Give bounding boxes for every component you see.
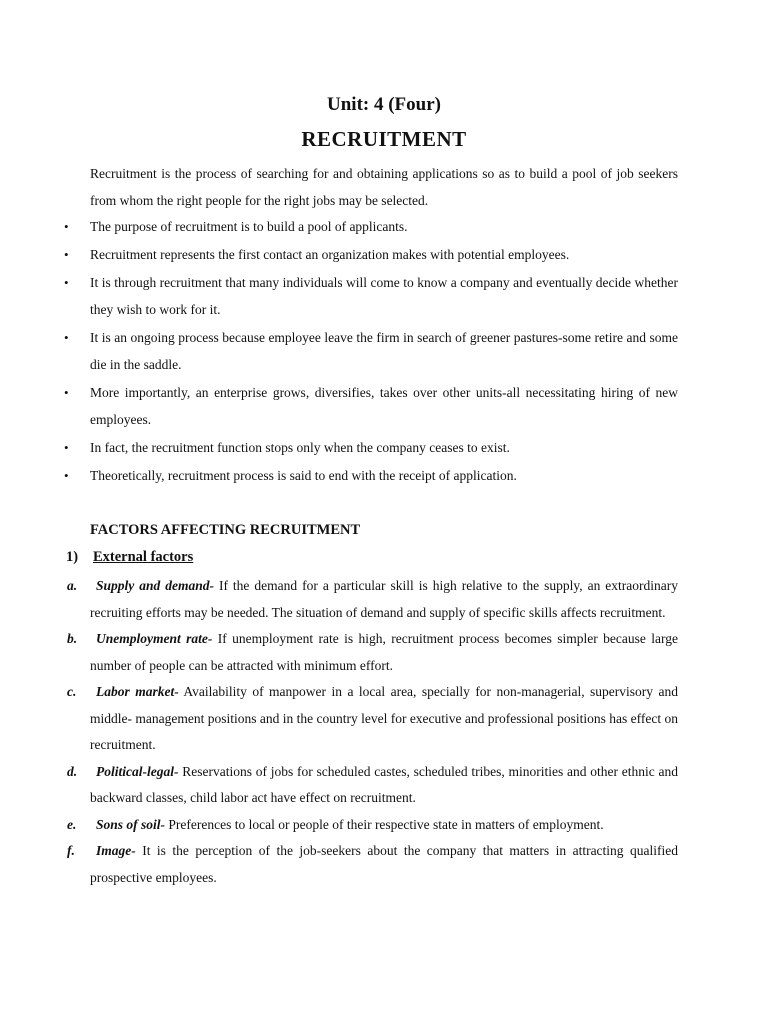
bullet-icon: • (64, 385, 69, 400)
bullet-text: The purpose of recruitment is to build a pool of applicants. (90, 219, 408, 234)
factor-term: Unemployment rate- (96, 631, 213, 646)
bullet-text: In fact, the recruitment function stops only when the company ceases to exist. (90, 440, 510, 455)
factor-text: Reservations of jobs for scheduled castes, scheduled tribes, minorities and other ethnic and backward classes, child labor act have effect on recruitment. (90, 763, 678, 805)
factor-letter: a. (67, 578, 78, 593)
factor-letter: d. (67, 763, 78, 779)
factor-text: It is the perception of the job-seekers about the company that matters in attracting qualified prospective employees. (90, 843, 678, 885)
factor-letter: c. (67, 684, 77, 699)
factor-letter: b. (67, 631, 78, 646)
intro-paragraph: Recruitment is the process of searching for and obtaining applications so as to build a pool of job seekers from whom the right people for the right jobs may be selected. (90, 166, 678, 208)
bullet-list (0, 213, 768, 490)
factor-text: Preferences to local or people of their respective state in matters of employment. (165, 816, 604, 832)
factor-letter: e. (67, 816, 77, 832)
factor-item (0, 759, 678, 812)
bullet-icon: • (64, 468, 69, 483)
list-item (0, 269, 678, 323)
factor-item (0, 626, 678, 679)
factor-text: If unemployment rate is high, recruitment process becomes simpler because large number of people can be attracted with minimum effort. (90, 631, 678, 673)
subsection-label: External factors (93, 549, 194, 565)
bullet-text: Theoretically, recruitment process is said to end with the receipt of application. (90, 468, 517, 483)
factor-term: Supply and demand- (96, 578, 214, 593)
factor-term: Labor market- (96, 684, 179, 699)
factor-list (0, 573, 768, 891)
factor-term: Image- (96, 843, 136, 858)
list-item (0, 379, 678, 433)
bullet-text: More importantly, an enterprise grows, diversifies, takes over other units-all necessitating hiring of new employees. (90, 385, 678, 427)
factor-term: Political-legal- (96, 763, 179, 779)
list-item (0, 434, 678, 461)
factor-item (0, 573, 678, 626)
factor-letter: f. (67, 843, 75, 858)
factor-term: Sons of soil- (96, 816, 166, 832)
factor-text: Availability of manpower in a local area, specially for non-managerial, supervisory and middle- management positions and in the country level for executive and professional positions has effect on recruitment. (90, 684, 678, 752)
list-item (0, 241, 678, 268)
bullet-icon: • (64, 330, 69, 345)
bullet-icon: • (64, 247, 69, 262)
page-title: RECRUITMENT (301, 127, 467, 151)
list-item (0, 462, 678, 489)
list-item (0, 213, 678, 240)
unit-title: Unit: 4 (Four) (327, 94, 441, 115)
bullet-icon: • (64, 440, 69, 455)
bullet-icon: • (64, 219, 69, 234)
section-heading: FACTORS AFFECTING RECRUITMENT (90, 522, 361, 538)
subsection-number: 1) (66, 549, 79, 565)
factor-text: If the demand for a particular skill is high relative to the supply, an extraordinary recruiting efforts may be needed. The situation of demand and supply of specific skills affects recruitment. (90, 578, 679, 620)
bullet-icon: • (64, 275, 69, 290)
subsection-heading (66, 549, 193, 566)
bullet-text: It is through recruitment that many individuals will come to know a company and eventually decide whether they wish to work for it. (90, 275, 678, 317)
bullet-text: Recruitment represents the first contact an organization makes with potential employees. (90, 247, 570, 262)
factor-item (0, 838, 678, 891)
bullet-text: It is an ongoing process because employee leave the firm in search of greener pastures-some retire and some die in the saddle. (90, 330, 678, 372)
factor-item (0, 679, 678, 759)
list-item (0, 324, 678, 378)
factor-item (0, 812, 678, 839)
